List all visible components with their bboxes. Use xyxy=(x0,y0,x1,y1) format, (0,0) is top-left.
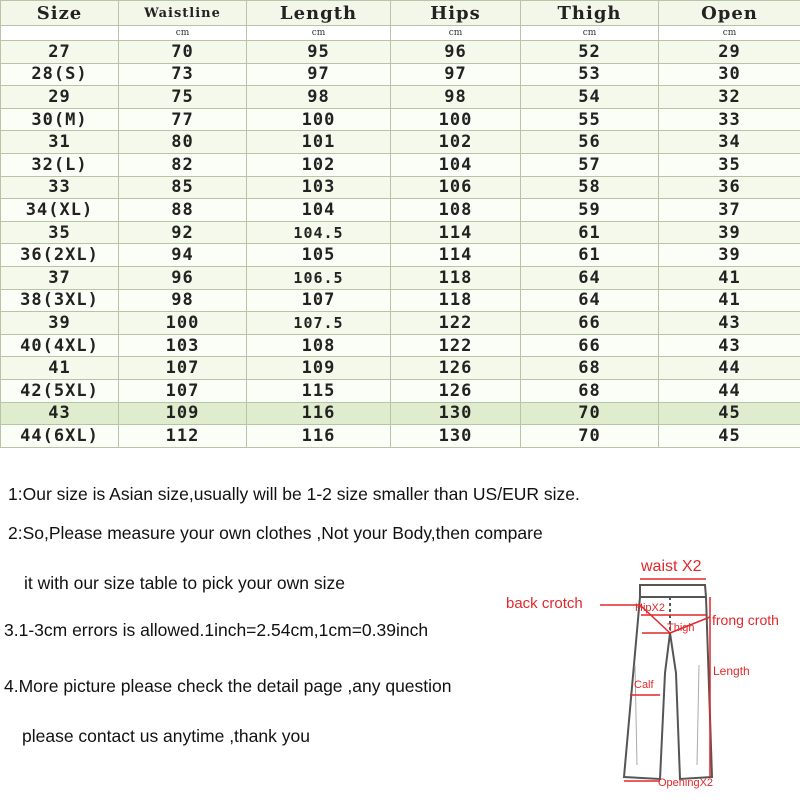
table-row xyxy=(1,131,800,154)
table-cell: 56 xyxy=(521,131,659,154)
table-cell: 88 xyxy=(119,199,247,222)
table-cell: 36 xyxy=(659,176,800,199)
table-cell: 96 xyxy=(391,41,521,64)
note-errors-allowed: 3.1-3cm errors is allowed.1inch=2.54cm,1cm=0.39inch xyxy=(4,620,429,640)
table-cell: 126 xyxy=(391,379,521,402)
table-cell: 39 xyxy=(1,312,119,335)
table-cell: 106 xyxy=(391,176,521,199)
table-cell: 41 xyxy=(1,357,119,380)
table-cell: 109 xyxy=(119,402,247,425)
table-cell: 85 xyxy=(119,176,247,199)
table-cell: 114 xyxy=(391,221,521,244)
table-cell: 104.5 xyxy=(247,221,391,244)
note-contact-us: please contact us anytime ,thank you xyxy=(22,726,310,746)
table-cell: 33 xyxy=(1,176,119,199)
table-cell: 53 xyxy=(521,63,659,86)
table-row xyxy=(1,199,800,222)
label-front-crotch: frong croth xyxy=(712,612,779,628)
pants-crease-right xyxy=(697,665,699,765)
table-cell: 43 xyxy=(659,334,800,357)
table-cell: 98 xyxy=(391,86,521,109)
table-cell: 106.5 xyxy=(247,266,391,289)
table-cell: 44(6XL) xyxy=(1,425,119,448)
header-size: Size xyxy=(1,1,119,26)
table-cell: 102 xyxy=(391,131,521,154)
table-cell: 130 xyxy=(391,425,521,448)
table-cell: 32(L) xyxy=(1,153,119,176)
table-cell: 75 xyxy=(119,86,247,109)
table-cell: 100 xyxy=(247,108,391,131)
table-row xyxy=(1,221,800,244)
table-cell: 34 xyxy=(659,131,800,154)
label-waist: waist X2 xyxy=(641,558,702,575)
table-cell: 40(4XL) xyxy=(1,334,119,357)
header-waistline: Waistline xyxy=(119,1,247,26)
table-cell: 45 xyxy=(659,425,800,448)
table-cell: 122 xyxy=(391,334,521,357)
table-cell: 58 xyxy=(521,176,659,199)
table-cell: 59 xyxy=(521,199,659,222)
table-cell: 109 xyxy=(247,357,391,380)
table-cell: 52 xyxy=(521,41,659,64)
table-cell: 130 xyxy=(391,402,521,425)
table-cell: 126 xyxy=(391,357,521,380)
table-cell: 115 xyxy=(247,379,391,402)
unit-cell: cm xyxy=(521,26,659,41)
table-row xyxy=(1,153,800,176)
table-cell: 57 xyxy=(521,153,659,176)
label-calf: Calf xyxy=(634,679,654,691)
table-row xyxy=(1,379,800,402)
unit-cell: cm xyxy=(119,26,247,41)
table-cell: 28(S) xyxy=(1,63,119,86)
note-more-pictures: 4.More picture please check the detail page ,any question xyxy=(4,676,452,696)
table-cell: 33 xyxy=(659,108,800,131)
table-cell: 107 xyxy=(247,289,391,312)
table-row xyxy=(1,334,800,357)
table-cell: 101 xyxy=(247,131,391,154)
table-cell: 36(2XL) xyxy=(1,244,119,267)
table-cell: 107 xyxy=(119,357,247,380)
table-cell: 73 xyxy=(119,63,247,86)
table-cell: 92 xyxy=(119,221,247,244)
table-cell: 29 xyxy=(1,86,119,109)
table-cell: 70 xyxy=(521,425,659,448)
table-cell: 66 xyxy=(521,312,659,335)
table-cell: 107 xyxy=(119,379,247,402)
table-cell: 98 xyxy=(247,86,391,109)
table-cell: 116 xyxy=(247,402,391,425)
table-cell: 118 xyxy=(391,266,521,289)
table-cell: 68 xyxy=(521,379,659,402)
table-cell: 45 xyxy=(659,402,800,425)
table-cell: 104 xyxy=(391,153,521,176)
note-compare-table: it with our size table to pick your own size xyxy=(24,573,345,593)
table-cell: 116 xyxy=(247,425,391,448)
table-cell: 104 xyxy=(247,199,391,222)
table-row xyxy=(1,289,800,312)
table-cell: 94 xyxy=(119,244,247,267)
table-row xyxy=(1,402,800,425)
table-cell: 103 xyxy=(119,334,247,357)
table-row xyxy=(1,244,800,267)
table-cell: 82 xyxy=(119,153,247,176)
table-cell: 108 xyxy=(391,199,521,222)
label-thigh: Thigh xyxy=(667,622,695,634)
table-row xyxy=(1,41,800,64)
table-cell: 27 xyxy=(1,41,119,64)
pants-illustration xyxy=(500,555,800,800)
table-cell: 41 xyxy=(659,289,800,312)
table-cell: 61 xyxy=(521,221,659,244)
table-cell: 95 xyxy=(247,41,391,64)
label-hip: HipX2 xyxy=(635,602,665,614)
table-cell: 107.5 xyxy=(247,312,391,335)
table-cell: 108 xyxy=(247,334,391,357)
table-cell: 64 xyxy=(521,289,659,312)
table-cell: 103 xyxy=(247,176,391,199)
table-cell: 35 xyxy=(1,221,119,244)
table-cell: 61 xyxy=(521,244,659,267)
table-row xyxy=(1,425,800,448)
table-cell: 38(3XL) xyxy=(1,289,119,312)
table-cell: 55 xyxy=(521,108,659,131)
pants-waistband xyxy=(640,585,706,597)
table-cell: 39 xyxy=(659,244,800,267)
table-cell: 37 xyxy=(1,266,119,289)
unit-cell xyxy=(1,26,119,41)
unit-cell: cm xyxy=(659,26,800,41)
table-row xyxy=(1,176,800,199)
table-cell: 44 xyxy=(659,357,800,380)
label-length: Length xyxy=(713,664,750,678)
table-cell: 31 xyxy=(1,131,119,154)
table-cell: 68 xyxy=(521,357,659,380)
table-cell: 42(5XL) xyxy=(1,379,119,402)
note-asian-size: 1:Our size is Asian size,usually will be 1-2 size smaller than US/EUR size. xyxy=(8,484,580,504)
header-hips: Hips xyxy=(391,1,521,26)
table-cell: 118 xyxy=(391,289,521,312)
table-cell: 41 xyxy=(659,266,800,289)
label-back-crotch: back crotch xyxy=(506,595,583,612)
table-cell: 66 xyxy=(521,334,659,357)
table-cell: 98 xyxy=(119,289,247,312)
table-cell: 30 xyxy=(659,63,800,86)
unit-cell: cm xyxy=(391,26,521,41)
table-cell: 100 xyxy=(391,108,521,131)
table-cell: 70 xyxy=(521,402,659,425)
table-cell: 37 xyxy=(659,199,800,222)
unit-row xyxy=(1,26,800,41)
table-row xyxy=(1,312,800,335)
table-cell: 34(XL) xyxy=(1,199,119,222)
header-row xyxy=(1,1,800,26)
table-cell: 29 xyxy=(659,41,800,64)
pants-measurement-diagram xyxy=(500,555,800,800)
table-cell: 122 xyxy=(391,312,521,335)
header-thigh: Thigh xyxy=(521,1,659,26)
table-cell: 39 xyxy=(659,221,800,244)
table-cell: 97 xyxy=(247,63,391,86)
header-open: Open xyxy=(659,1,800,26)
table-cell: 35 xyxy=(659,153,800,176)
table-cell: 43 xyxy=(659,312,800,335)
table-cell: 64 xyxy=(521,266,659,289)
table-row xyxy=(1,357,800,380)
table-cell: 112 xyxy=(119,425,247,448)
note-measure-clothes: 2:So,Please measure your own clothes ,Not your Body,then compare xyxy=(8,523,543,543)
unit-cell: cm xyxy=(247,26,391,41)
table-cell: 105 xyxy=(247,244,391,267)
table-cell: 54 xyxy=(521,86,659,109)
header-length: Length xyxy=(247,1,391,26)
table-cell: 44 xyxy=(659,379,800,402)
table-cell: 30(M) xyxy=(1,108,119,131)
table-body xyxy=(1,41,800,448)
table-cell: 102 xyxy=(247,153,391,176)
table-row xyxy=(1,108,800,131)
label-opening: OpeningX2 xyxy=(658,777,714,789)
table-cell: 100 xyxy=(119,312,247,335)
table-row xyxy=(1,266,800,289)
table-cell: 32 xyxy=(659,86,800,109)
table-cell: 43 xyxy=(1,402,119,425)
table-cell: 97 xyxy=(391,63,521,86)
table-row xyxy=(1,86,800,109)
table-cell: 114 xyxy=(391,244,521,267)
table-row xyxy=(1,63,800,86)
table-cell: 80 xyxy=(119,131,247,154)
table-cell: 77 xyxy=(119,108,247,131)
table-cell: 96 xyxy=(119,266,247,289)
table-cell: 70 xyxy=(119,41,247,64)
